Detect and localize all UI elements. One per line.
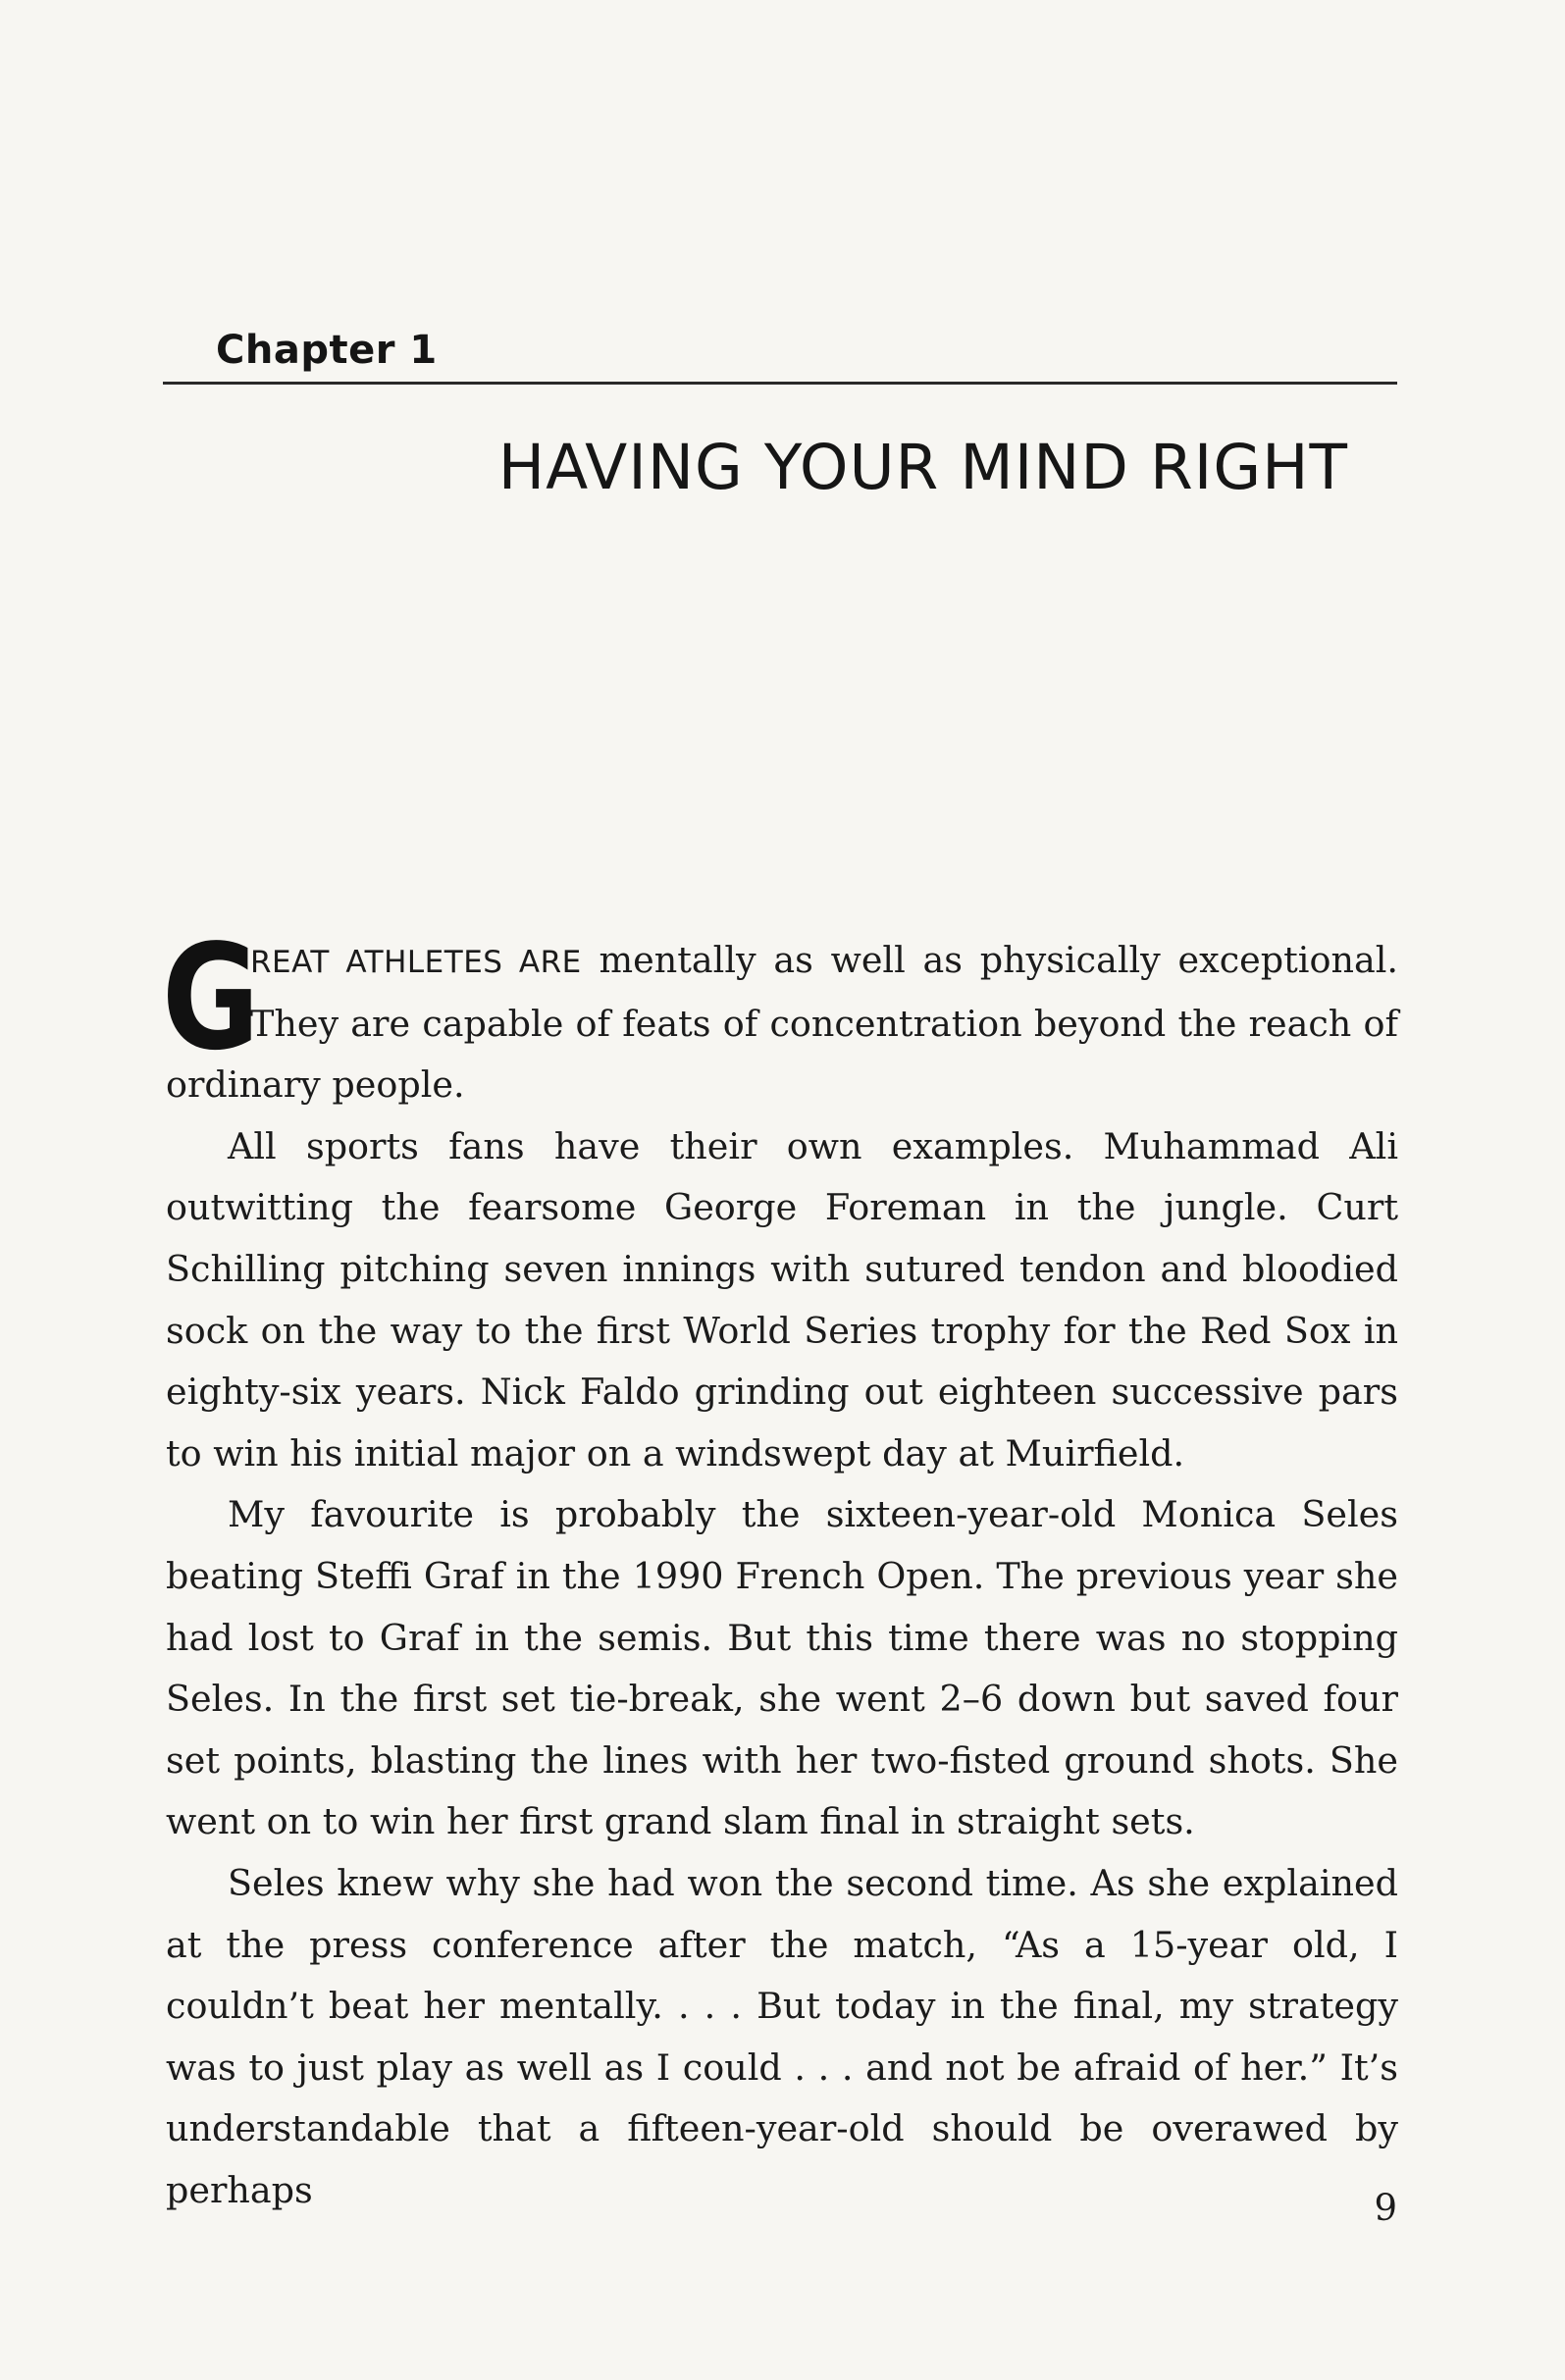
paragraph-1-text: mentally as well as physically exceptional. They are capable of feats of concentration beyond the reach of ordinary people. — [166, 939, 1398, 1107]
lead-in: REAT ATHLETES ARE — [250, 945, 582, 980]
body-text — [162, 913, 1398, 2221]
paragraph-1 — [162, 913, 1398, 1116]
paragraph-4: Seles knew why she had won the second time. As she explained at the press conference after the match, “As a 15-year old, I couldn’t beat her mentally. . . . But today in the final, my strategy was to just play as well as I could . . . and not be afraid of her.” It’s understandable that a fifteen-year-old should be overawed by perhaps — [166, 1861, 1398, 2211]
paragraph-3: My favourite is probably the sixteen-year-old Monica Seles beating Steffi Graf in the 1990 French Open. The previous year she had lost to Graf in the semis. But this time there was no stopping Seles. In the first set tie-break, she went 2–6 down but saved four set points, blasting the lines with her two-fisted ground shots. She went on to win her first grand slam final in straight sets. — [166, 1493, 1398, 1843]
drop-cap: G — [162, 913, 260, 1082]
chapter-divider — [163, 382, 1397, 385]
chapter-label: Chapter 1 — [216, 328, 438, 373]
page-number: 9 — [1374, 2187, 1397, 2229]
chapter-title: HAVING YOUR MIND RIGHT — [497, 432, 1348, 503]
paragraph-2: All sports fans have their own examples. Muhammad Ali outwitting the fearsome George Foreman in the jungle. Curt Schilling pitching seven innings with sutured tendon and bloodied sock on the way to the first World Series trophy for the Red Sox in eighty-six years. Nick Faldo grinding out eighteen successive pars to win his initial major on a windswept day at Muirfield. — [166, 1124, 1398, 1475]
